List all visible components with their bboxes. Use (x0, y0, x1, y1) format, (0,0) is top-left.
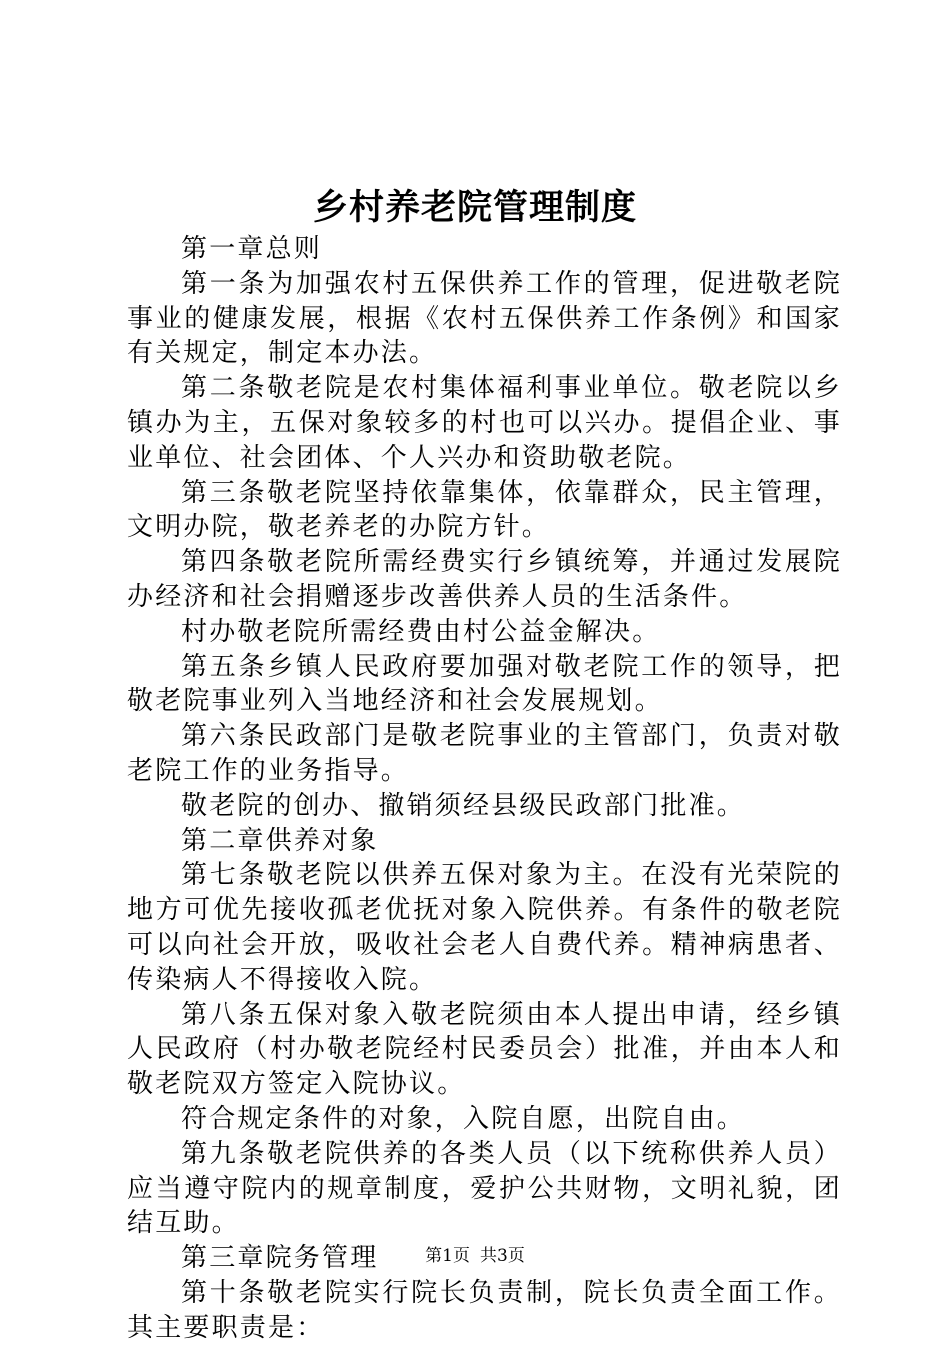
article-paragraph: 第五条乡镇人民政府要加强对敬老院工作的领导，把敬老院事业列入当地经济和社会发展规划。 (127, 651, 842, 717)
page-number: 第1页 (425, 1246, 470, 1266)
page-footer (0, 1244, 950, 1268)
article-paragraph: 村办敬老院所需经费由村公益金解决。 (181, 616, 661, 647)
article-paragraph: 敬老院的创办、撤销须经县级民政部门批准。 (181, 790, 746, 821)
chapter-heading: 第二章供养对象 (181, 825, 379, 856)
article-paragraph: 第八条五保对象入敬老院须由本人提出申请，经乡镇人民政府（村办敬老院经村民委员会）批准，并由本人和敬老院双方签定入院协议。 (127, 999, 842, 1100)
article-paragraph: 第六条民政部门是敬老院事业的主管部门，负责对敬老院工作的业务指导。 (127, 721, 842, 786)
article-paragraph: 第三条敬老院坚持依靠集体，依靠群众，民主管理，文明办院，敬老养老的办院方针。 (127, 477, 842, 543)
article-paragraph: 第二条敬老院是农村集体福利事业单位。敬老院以乡镇办为主，五保对象较多的村也可以兴办。提倡企业、事业单位、社会团体、个人兴办和资助敬老院。 (127, 373, 842, 473)
page-total: 共3页 (480, 1246, 525, 1266)
article-paragraph: 第四条敬老院所需经费实行乡镇统筹，并通过发展院办经济和社会捐赠逐步改善供养人员的生活条件。 (127, 547, 842, 612)
chapter-heading: 第三章院务管理 (181, 1243, 379, 1274)
document-title: 乡村养老院管理制度 (312, 188, 637, 228)
chapter-heading: 第一章总则 (181, 234, 323, 264)
document-body (127, 232, 842, 1346)
article-paragraph: 第十条敬老院实行院长负责制，院长负责全面工作。其主要职责是： (127, 1277, 842, 1343)
article-paragraph: 符合规定条件的对象，入院自愿，出院自由。 (181, 1103, 746, 1134)
article-paragraph: 第九条敬老院供养的各类人员（以下统称供养人员）应当遵守院内的规章制度，爱护公共财物，文明礼貌，团结互助。 (127, 1138, 842, 1239)
article-paragraph: 第七条敬老院以供养五保对象为主。在没有光荣院的地方可优先接收孤老优抚对象入院供养。有条件的敬老院可以向社会开放，吸收社会老人自费代养。精神病患者、传染病人不得接收入院。 (127, 860, 842, 995)
article-paragraph: 第一条为加强农村五保供养工作的管理，促进敬老院事业的健康发展，根据《农村五保供养工作条例》和国家有关规定，制定本办法。 (127, 268, 842, 369)
